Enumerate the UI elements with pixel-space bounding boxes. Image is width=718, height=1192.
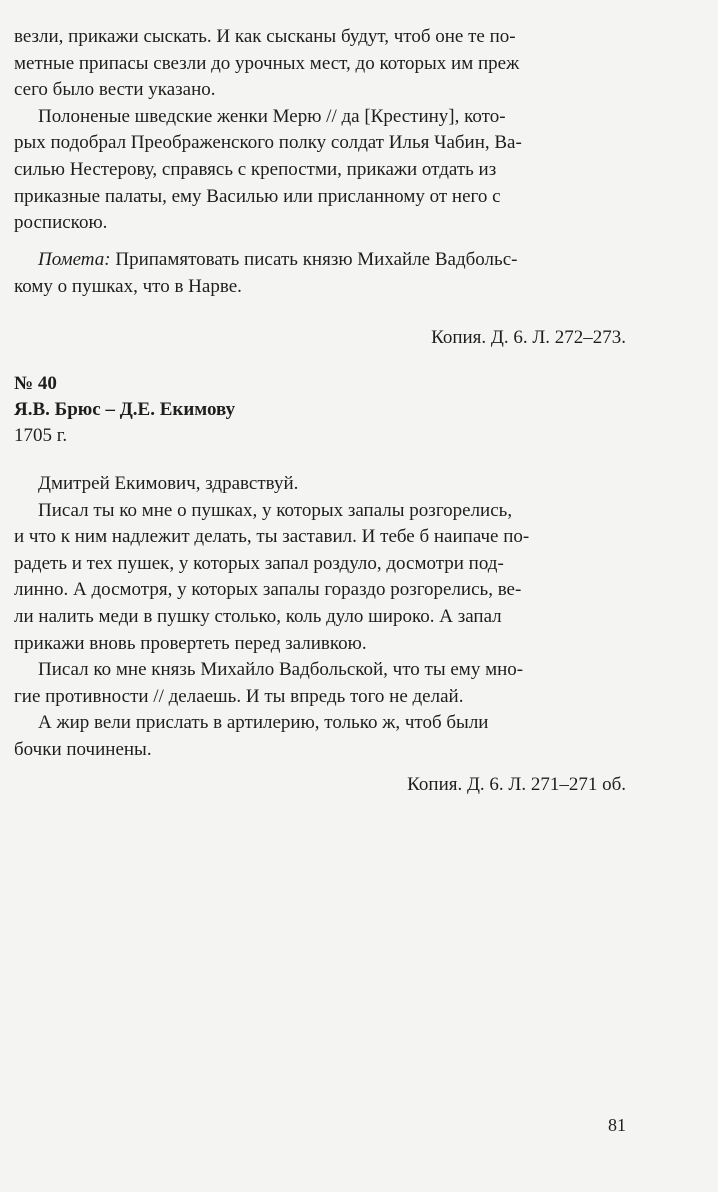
paragraph-prince-first: [14, 657, 626, 684]
remark-text: Припамятовать писать князю Михайле Вадбольс-: [110, 249, 518, 270]
text-line: метные припасы свезли до урочных мест, до которых им преж: [14, 52, 520, 74]
text-line: роспискою.: [14, 212, 108, 234]
document-date: 1705 г.: [14, 425, 68, 446]
page-number: 81: [608, 1115, 626, 1135]
document-heading: Я.В. Брюс – Д.Е. Екимову: [14, 399, 236, 420]
text-line: прикажи вновь провертеть перед заливкою.: [14, 632, 367, 654]
text-line: ли налить меди в пушку столько, коль дуло широко. А запал: [14, 605, 502, 627]
text-line: кому о пушках, что в Нарве.: [14, 275, 242, 297]
paragraph-prince: [14, 684, 626, 711]
text-line: линно. А досмотря, у которых запалы гораздо розгорелись, ве-: [14, 579, 522, 601]
document-number: № 40: [14, 373, 57, 394]
text-line: силью Нестерову, справясь с крепостми, прикажи отдать из: [14, 158, 497, 180]
letter-body: [14, 471, 626, 764]
text-line: Писал ко мне князь Михайло Вадбольской, что ты ему мно-: [38, 659, 524, 681]
paragraph-fat-first: [14, 710, 626, 737]
remark-first-line: [14, 247, 626, 274]
text-line: Писал ты ко мне о пушках, у которых запалы розгорелись,: [38, 499, 513, 521]
text-line: бочки починены.: [14, 738, 152, 760]
remark-second-line: [14, 274, 626, 301]
source-citation: Копия. Д. 6. Л. 272–273.: [431, 327, 626, 348]
remark-label: Помета:: [38, 249, 111, 270]
text-line: сего было вести указано.: [14, 79, 216, 101]
continued-letter-text: [14, 24, 626, 237]
remark-block: [14, 247, 626, 300]
text-line: везли, прикажи сыскать. И как сысканы будут, чтоб оне те по-: [14, 26, 516, 47]
text-line: гие противности // делаешь. И ты впредь того не делай.: [14, 685, 464, 707]
text-line: рых подобрал Преображенского полку солдат Илья Чабин, Ва-: [14, 132, 522, 154]
paragraph-cannons: [14, 524, 626, 657]
text-line: приказные палаты, ему Василью или присланному от него с: [14, 185, 501, 207]
remark-line: [38, 247, 626, 274]
paragraph-cannons-first: [14, 498, 626, 525]
paragraph-fat: [14, 737, 626, 764]
greeting: [14, 471, 626, 498]
paragraph-captives-cont: [14, 130, 626, 236]
text-line: Полоненые шведские женки Мерю // да [Крестину], кото-: [38, 105, 506, 127]
paragraph-continuation: [14, 24, 626, 104]
document-source-citation: Копия. Д. 6. Л. 271–271 об.: [407, 774, 626, 795]
text-line: А жир вели прислать в артилерию, только ж, чтоб были: [38, 712, 489, 734]
text-line: и что к ним надлежит делать, ты заставил. И тебе б наипаче по-: [14, 526, 530, 548]
text-line: радеть и тех пушек, у которых запал роздуло, досмотри под-: [14, 552, 504, 574]
greeting-text: Дмитрей Екимович, здравствуй.: [38, 473, 299, 494]
paragraph-captives: [14, 104, 626, 131]
